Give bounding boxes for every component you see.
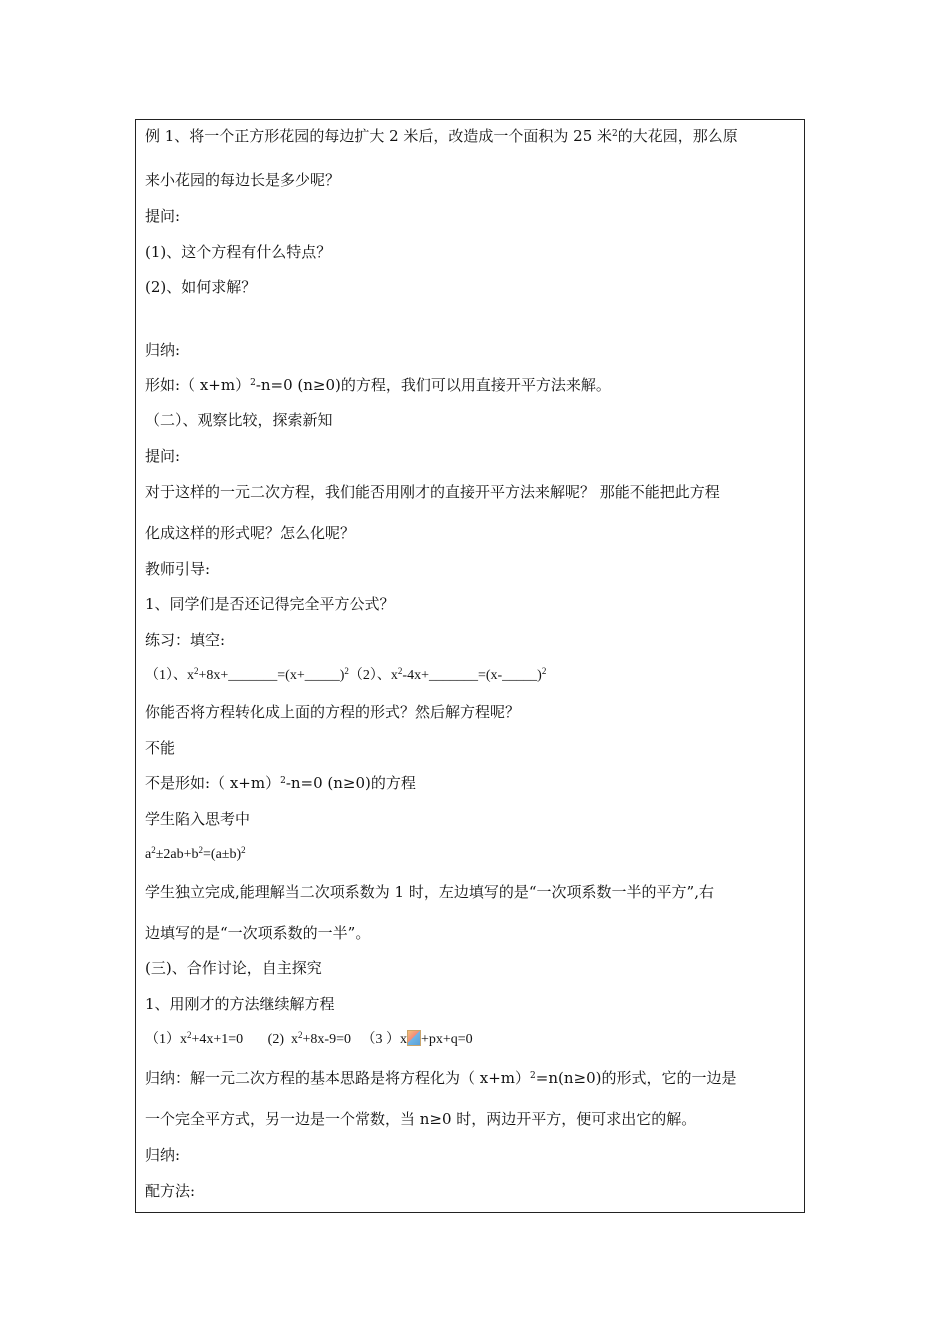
student-work-line-1: 学生独立完成,能理解当二次项系数为 1 时，左边填写的是“一次项系数一半的平方”,右 xyxy=(145,883,714,901)
transform-question: 你能否将方程转化成上面的方程的形式？然后解方程呢？ xyxy=(145,703,521,721)
section-3-heading: (三)、合作讨论，自主探究 xyxy=(145,959,322,977)
embedded-image-icon xyxy=(407,1030,421,1046)
exercise-label: 练习：填空: xyxy=(145,631,226,649)
answer-cannot: 不能 xyxy=(145,739,176,757)
students-thinking: 学生陷入思考中 xyxy=(145,810,251,828)
method-summary-line-2: 一个完全平方式，另一边是一个常数，当 n≥0 时，两边开平方，便可求出它的解。 xyxy=(145,1110,697,1128)
question-label-2: 提问: xyxy=(145,447,181,465)
section-2-heading: （二）、观察比较，探索新知 xyxy=(145,411,333,429)
practice-equations: $(1)x^2+4x+1=0$ (2) $x^2+8x-9=0$ （3 ）x +px+q=0 xyxy=(145,1030,473,1047)
practice-instruction: 1、用刚才的方法继续解方程 xyxy=(145,995,335,1013)
student-work-line-2: 边填写的是“一次项系数的一半”。 xyxy=(145,924,371,942)
question-label: 提问: xyxy=(145,207,181,225)
answer-reason: 不是形如:（ x+m）$^2$-n=0 (n≥0)的方程 xyxy=(145,774,416,792)
guide-item-1: 1、同学们是否还记得完全平方公式？ xyxy=(145,595,395,613)
teacher-guide-label: 教师引导: xyxy=(145,560,211,578)
summary-label-2: 归纳: xyxy=(145,1146,181,1164)
summary-label: 归纳: xyxy=(145,341,181,359)
method-summary-line-1: 归纳：解一元二次方程的基本思路是将方程化为（ x+m）$^2$=n(n≥0)的形式，它的一边是 xyxy=(145,1069,737,1087)
example-1-line-1: 例 1、将一个正方形花园的每边扩大 2 米后，改造成一个面积为 25 米$^2$的大花园，那么原 xyxy=(145,127,738,145)
perfect-square-formula: $a^2\pm 2ab+b^2=(a\pm b)^2$ xyxy=(145,845,246,862)
completing-square-label: 配方法: xyxy=(145,1182,196,1200)
question-text-line-1: 对于这样的一元二次方程，我们能否用刚才的直接开平方法来解呢？ 那能不能把此方程 xyxy=(145,483,720,501)
question-1: (1)、这个方程有什么特点？ xyxy=(145,243,332,261)
question-text-line-2: 化成这样的形式呢？怎么化呢？ xyxy=(145,524,356,542)
question-2: (2)、如何求解？ xyxy=(145,278,257,296)
summary-form: 形如:（ x+m）$^2$-n=0 (n≥0)的方程，我们可以用直接开平方法来解。 xyxy=(145,376,611,394)
exercise-fill-blanks: （1）、$x^2+8x+\_\_\_\_\_\_\_=(x+\_\_\_\_\_)^2(2)$、$x^2-4x+\_\_\_\_\_\_\_=(x-\_\_\_\_\_)^2$ xyxy=(145,666,547,683)
example-1-line-2: 来小花园的每边长是多少呢？ xyxy=(145,171,341,189)
